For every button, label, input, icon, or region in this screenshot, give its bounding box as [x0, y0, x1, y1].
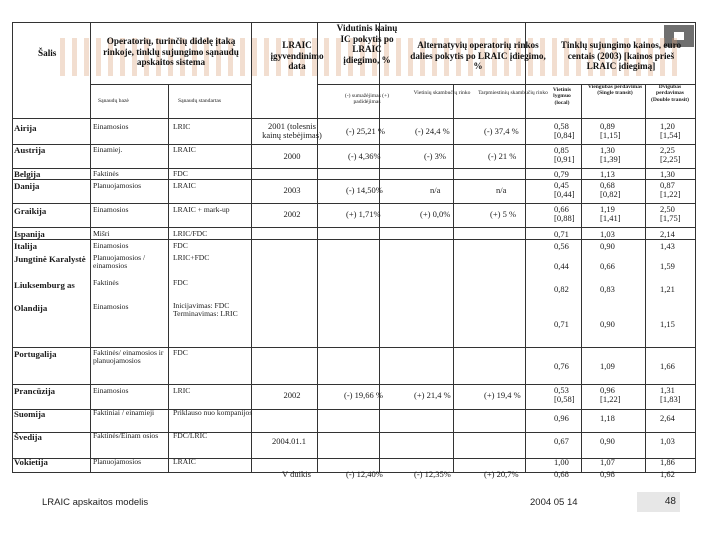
row-price-single: 1,30 [1,39] — [600, 145, 621, 164]
row-cost-base: Einamosios — [93, 241, 129, 250]
row-country: Italija — [14, 241, 37, 251]
subheader-local-market: Vietinių skambučių rinko — [413, 90, 471, 96]
avg-price-local: 0,68 — [554, 469, 569, 479]
row-price-single: 1,07 — [600, 457, 615, 467]
row-price-double: 1,03 — [660, 436, 675, 446]
row-cost-standard: LRAIC + mark-up — [173, 205, 230, 214]
row-local-market: (-) 24,4 % — [415, 126, 450, 136]
row-price-local: 0,67 — [554, 436, 569, 446]
row-price-double: 1,21 — [660, 284, 675, 294]
row-price-local: 0,71 — [554, 229, 569, 239]
row-price-single: 0,68 [0,82] — [600, 180, 621, 199]
row-price-local: 0,58 [0,84] — [554, 121, 575, 140]
row-price-local: 0,56 — [554, 241, 569, 251]
row-price-single: 0,90 — [600, 241, 615, 251]
row-avg-ic: (-) 14,50% — [346, 185, 383, 195]
row-country: Ispanija — [14, 229, 45, 239]
row-cost-base: Planuojamosios / einamosios — [93, 253, 146, 271]
row-price-double: 1,59 — [660, 261, 675, 271]
row-long-distance: (-) 37,4 % — [484, 126, 519, 136]
row-cost-standard: LRIC — [173, 386, 191, 395]
row-cost-standard: FDC/LRIC — [173, 431, 208, 440]
row-cost-base: Faktinės — [93, 169, 119, 178]
row-price-single: 0,89 [1,15] — [600, 121, 621, 140]
row-long-distance: (-) 21 % — [488, 151, 517, 161]
avg-local-market: (-) 12,35% — [414, 469, 451, 479]
row-long-distance: (+) 19,4 % — [484, 390, 521, 400]
row-lraic-date: 2002 — [283, 209, 301, 219]
page-number-box — [637, 492, 680, 512]
row-avg-ic: (-) 4,36% — [348, 151, 381, 161]
row-price-local: 0,82 — [554, 284, 569, 294]
row-price-local: 0,53 [0,58] — [554, 385, 575, 404]
row-price-single: 0,90 — [600, 436, 615, 446]
row-price-local: 0,79 — [554, 169, 569, 179]
header-lraic-date: LRAIC įgyvendinimo data — [270, 40, 324, 71]
row-cost-standard: LRIC/FDC — [173, 229, 208, 238]
header-interconnect-price: Tinklų sujungimo kainos, euro centais (2003) [kainos prieš LRAIC įdiegimą] — [560, 40, 682, 71]
row-country: Austrija — [14, 145, 46, 155]
row-price-local: 0,66 [0,88] — [554, 204, 575, 223]
row-cost-standard: FDC — [173, 348, 188, 357]
row-avg-ic: (+) 1,71% — [346, 209, 381, 219]
row-country: Prancūzija — [14, 386, 56, 396]
row-price-double: 1,31 [1,83] — [660, 385, 681, 404]
row-cost-base: Planuojamosios — [93, 457, 142, 466]
row-cost-base: Faktiniai / einamieji — [93, 408, 155, 417]
row-country: Jungtinė Karalystė — [14, 254, 86, 264]
row-cost-base: Einamosios — [93, 205, 129, 214]
row-cost-standard: LRIC+FDC — [173, 253, 210, 262]
row-price-single: 1,13 — [600, 169, 615, 179]
row-cost-standard: LRAIC — [173, 457, 196, 466]
row-price-double: 1,86 — [660, 457, 675, 467]
row-avg-ic: (-) 25,21 % — [346, 126, 385, 136]
row-lraic-date: 2004.01.1 — [272, 436, 306, 446]
row-cost-base: Einamiej. — [93, 145, 123, 154]
avg-price-double: 1,62 — [660, 469, 675, 479]
subheader-cost-standard: Sąnaudų standartas — [178, 98, 222, 104]
row-price-local: 0,76 — [554, 361, 569, 371]
row-price-double: 1,66 — [660, 361, 675, 371]
header-alt-operators: Alternatyvių operatorių rinkos dalies pokytis po LRAIC įdiegimo, % — [410, 40, 546, 71]
row-cost-base: Faktinės — [93, 278, 119, 287]
row-price-single: 1,09 — [600, 361, 615, 371]
row-price-single: 1,18 — [600, 413, 615, 423]
avg-ic: (-) 12,40% — [346, 469, 383, 479]
row-price-single: 1,19 [1,41] — [600, 204, 621, 223]
row-price-double: 2,14 — [660, 229, 675, 239]
row-country: Graikija — [14, 206, 47, 216]
avg-label: V duikis — [282, 469, 311, 479]
subheader-cost-base: Sąnaudų bazė — [98, 98, 129, 104]
row-cost-standard: FDC — [173, 169, 188, 178]
row-price-local: 0,44 — [554, 261, 569, 271]
row-price-single: 0,66 — [600, 261, 615, 271]
row-cost-base: Einamosios — [93, 302, 129, 311]
footer-date: 2004 05 14 — [530, 497, 578, 508]
row-cost-base: Einamosios — [93, 386, 129, 395]
row-price-single: 1,03 — [600, 229, 615, 239]
row-country: Olandija — [14, 303, 48, 313]
row-local-market: (-) 3% — [424, 151, 446, 161]
row-cost-standard: FDC — [173, 241, 188, 250]
row-cost-base: Einamosios — [93, 122, 129, 131]
footer-title: LRAIC apskaitos modelis — [42, 497, 149, 508]
row-cost-base: Faktinės/Einam osios — [93, 431, 159, 440]
row-country: Portugalija — [14, 349, 57, 359]
row-cost-standard: LRAIC — [173, 145, 196, 154]
subheader-long-distance: Tarpmiestinių skambučių rinko — [478, 90, 548, 96]
row-price-double: 1,20 [1,54] — [660, 121, 681, 140]
row-price-double: 2,50 [1,75] — [660, 204, 681, 223]
avg-long-distance: (+) 20,7% — [484, 469, 519, 479]
row-country: Švedija — [14, 432, 42, 442]
row-price-double: 1,15 — [660, 319, 675, 329]
row-price-double: 2,64 — [660, 413, 675, 423]
row-price-double: 1,43 — [660, 241, 675, 251]
subheader-double-transit: Dvigubas perdavimas (Double transit) — [650, 84, 690, 103]
subheader-ic: (-) sumažėjimas (+) padidėjimas — [344, 93, 390, 106]
row-local-market: n/a — [430, 185, 441, 195]
row-lraic-date: 2001 (tolesnis kainų stebėjimas) — [262, 121, 322, 140]
row-price-local: 0,96 — [554, 413, 569, 423]
row-lraic-date: 2003 — [283, 185, 301, 195]
row-local-market: (+) 0,0% — [420, 209, 451, 219]
subheader-local-call: Vietinis lygmuo (local) — [552, 87, 572, 106]
row-country: Danija — [14, 181, 40, 191]
row-cost-base: Faktinės/ einamosios ir planuojamosios — [93, 348, 164, 366]
row-avg-ic: (-) 19,66 % — [344, 390, 383, 400]
header-avg-ic-change: Vidutinis kainų IC pokytis po LRAIC įdiegimo, % — [336, 23, 398, 65]
row-cost-standard: LRAIC — [173, 181, 196, 190]
row-cost-standard: FDC — [173, 278, 188, 287]
row-long-distance: n/a — [496, 185, 507, 195]
row-cost-base: Mišri — [93, 229, 110, 238]
row-country: Suomija — [14, 409, 46, 419]
row-cost-standard: Priklauso nuo kompanijos — [173, 408, 253, 417]
row-cost-standard: LRIC — [173, 122, 191, 131]
row-price-single: 0,83 — [600, 284, 615, 294]
row-cost-standard: Inicijavimas: FDC Terminavimas: LRIC — [173, 301, 238, 319]
row-price-local: 0,85 [0,91] — [554, 145, 575, 164]
row-local-market: (+) 21,4 % — [414, 390, 451, 400]
row-cost-base: Planuojamosios — [93, 181, 142, 190]
page-number: 48 — [664, 496, 676, 507]
row-price-single: 0,96 [1,22] — [600, 385, 621, 404]
row-country: Belgija — [14, 169, 41, 179]
header-country: Šalis — [38, 48, 57, 58]
row-country: Airija — [14, 123, 37, 133]
row-price-local: 1,00 — [554, 457, 569, 467]
row-lraic-date: 2002 — [283, 390, 301, 400]
subheader-single-transit: Viengubas perdavimas (Single transit) — [587, 84, 643, 97]
row-price-single: 0,90 — [600, 319, 615, 329]
row-country: Vokietija — [14, 457, 48, 467]
avg-price-single: 0,98 — [600, 469, 615, 479]
row-price-double: 2,25 [2,25] — [660, 145, 681, 164]
row-lraic-date: 2000 — [283, 151, 301, 161]
row-price-local: 0,45 [0,44] — [554, 180, 575, 199]
row-price-double: 0,87 [1,22] — [660, 180, 681, 199]
row-long-distance: (+) 5 % — [490, 209, 517, 219]
header-operator-model: Operatorių, turinčių didelę įtaką rinkoje, tinklų sujungimo sąnaudų apskaitos sistema — [103, 36, 239, 67]
row-price-local: 0,71 — [554, 319, 569, 329]
row-country: Liuksemburg as — [14, 280, 75, 290]
row-price-double: 1,30 — [660, 169, 675, 179]
